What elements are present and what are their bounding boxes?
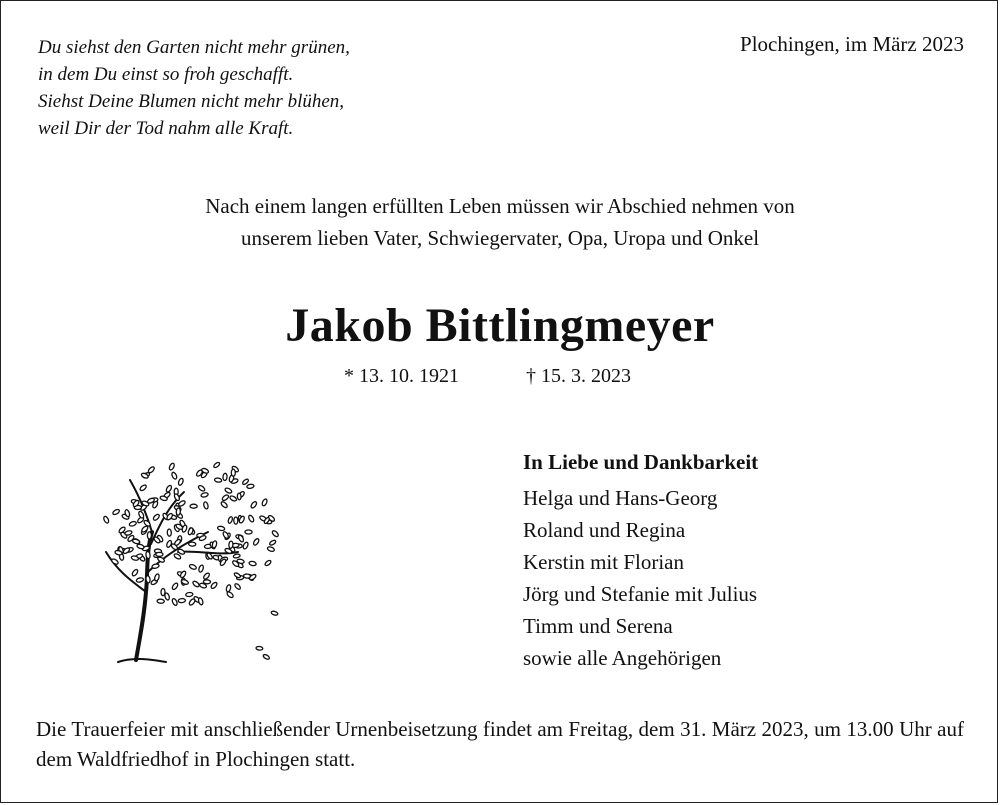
poem-line: Siehst Deine Blumen nicht mehr blühen,: [38, 91, 345, 112]
poem-line: Du siehst den Garten nicht mehr grünen,: [38, 37, 350, 58]
poem: [38, 34, 350, 142]
funeral-notice: Die Trauerfeier mit anschließender Urnenbeisetzung findet am Freitag, dem 31. März 2023, um 13.00 Uhr auf dem Waldfriedhof in Plochingen statt.: [36, 717, 964, 771]
family-heading: In Liebe und Dankbarkeit: [523, 450, 759, 474]
family-block: [523, 446, 758, 674]
family-member: sowie alle Angehörigen: [523, 646, 722, 670]
deceased-name: Jakob Bittlingmeyer: [285, 299, 715, 352]
family-member: Roland und Regina: [523, 518, 686, 542]
death-date: † 15. 3. 2023: [526, 365, 631, 387]
poem-line: in dem Du einst so froh geschafft.: [38, 64, 294, 85]
family-member: Kerstin mit Florian: [523, 550, 684, 574]
birth-date: * 13. 10. 1921: [344, 365, 459, 387]
family-member: Timm und Serena: [523, 614, 673, 638]
place-date: Plochingen, im März 2023: [740, 32, 964, 56]
intro-line: unserem lieben Vater, Schwiegervater, Opa, Uropa und Onkel: [240, 226, 760, 250]
family-member: Helga und Hans-Georg: [523, 486, 718, 510]
intro-text: [0, 190, 1000, 254]
family-member: Jörg und Stefanie mit Julius: [523, 582, 758, 606]
intro-line: Nach einem langen erfüllten Leben müssen wir Abschied nehmen von: [205, 194, 795, 218]
windblown-tree-icon: [88, 432, 288, 672]
poem-line: weil Dir der Tod nahm alle Kraft.: [38, 118, 294, 139]
